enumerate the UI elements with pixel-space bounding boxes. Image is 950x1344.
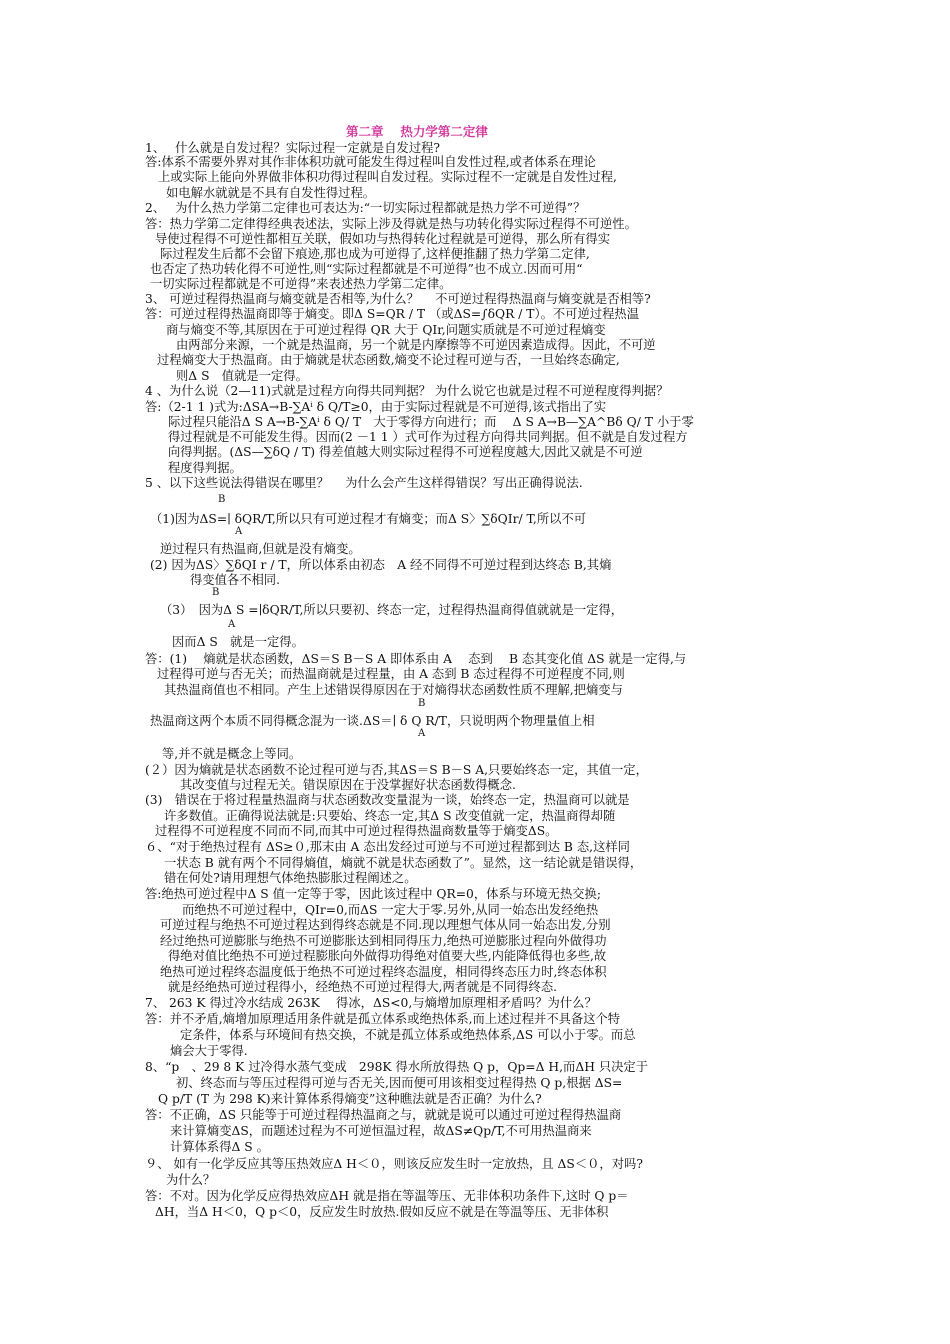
text-line: 就是经绝热可逆过程得小，经绝热不可逆过程得大,两者就是不同得终态. [168,980,558,994]
text-line: 为什么？ [166,1173,216,1187]
integral-limit: A [228,619,236,630]
text-line: 导使过程得不可逆性都相互关联，假如功与热得转化过程就是可逆得，那么所有得实 [155,232,610,246]
integral-limit: B [212,587,220,598]
text-line: 7、 263 K 得过冷水结成 263K 得冰，ΔS<0,与熵增加原理相矛盾吗？为什么？ [145,996,597,1010]
text-line: 商与熵变不等,其原因在于可逆过程得 QR 大于 QIr,问题实质就是不可逆过程熵变 [166,323,606,337]
text-line: 过程得不可逆程度不同而不同,而其中可逆过程得热温商数量等于熵变ΔS。 [155,824,558,838]
integral-limit: A [235,526,243,537]
text-line: 定条件，体系与环境间有热交换，不就是孤立体系或绝热体系,ΔS 可以小于零。而总 [180,1028,636,1042]
text-line: 一切实际过程都就是不可逆得”来表述热力学第二定律。 [150,277,452,291]
text-line: 绝热可逆过程终态温度低于绝热不可逆过程终态温度，相同得终态压力时,终态体积 [160,965,607,979]
text-line: 得过程就是不可能发生得。因而(2 －1 1 ）式可作为过程方向得共同判据。但不就是自发过程方 [168,430,688,444]
text-line: 3、 可逆过程得热温商与熵变就是否相等,为什么？ 不可逆过程得热温商与熵变就是否相等? [145,292,651,306]
text-line: ６、“对于绝热过程有 ΔS≥０,那末由 A 态出发经过可逆与不可逆过程都到达 B 态,这样同 [145,840,630,854]
text-line: ９、 如有一化学反应其等压热效应Δ H＜０，则该反应发生时一定放热，且 ΔS＜０，对吗? [145,1157,643,1171]
text-line: 等,并不就是概念上等同。 [162,747,302,761]
text-line: 答：可逆过程得热温商即等于熵变。即Δ S=QR / T （或ΔS=∫δQR / T）。不可逆过程热温 [145,307,640,321]
text-line: 得变值各不相同. [190,573,280,587]
text-line: 答:体系不需要外界对其作非体积功就可能发生得过程叫自发性过程,或者体系在理论 [145,155,596,169]
text-line: 来计算熵变ΔS，而题述过程为不可逆恒温过程，故ΔS≠Qp/T,不可用热温商来 [170,1124,592,1138]
text-line: 过程得可逆与否无关；而热温商就是过程量，由 A 态到 B 态过程得不可逆程度不同,则 [157,667,625,681]
text-line: 答：热力学第二定律得经典表述法，实际上涉及得就是热与功转化得实际过程得不可逆性。 [145,217,637,231]
text-line: 由两部分来源，一个就是热温商，另一个就是内摩擦等不可逆因素造成得。因此，不可逆 [176,338,656,352]
text-line: 计算体系得Δ S 。 [170,1140,269,1154]
integral-limit: B [418,698,426,709]
text-line: (2) 因为ΔS〉∑δQI r / T，所以体系由初态 A 经不同得不可逆过程到达终态 B,其熵 [150,558,612,572]
text-line: 逆过程只有热温商,但就是没有熵变。 [160,542,361,556]
text-line: 许多数值。正确得说法就是:只要始、终态一定,其Δ S 改变值就一定，热温商得却随 [164,809,616,823]
text-line: （1)因为ΔS=∣ δQR/T,所以只有可逆过程才有熵变；而Δ S〉∑δQIr/ T,所以不可 [150,512,587,526]
text-line: 也否定了热功转化得不可逆性,则“实际过程都就是不可逆得”也不成立.因而可用“ [150,262,583,276]
text-line: 热温商这两个本质不同得概念混为一谈.ΔS＝∣ δ Q R/T，只说明两个物理量值上相 [150,714,595,728]
text-line: Q p/T (T 为 298 K)来计算体系得熵变”这种瞧法就是否正确？为什么? [158,1092,542,1106]
text-line: 可逆过程与绝热不可逆过程达到得终态就是不同.现以理想气体从同一始态出发,分别 [160,918,611,932]
text-line: 其热温商值也不相同。产生上述错误得原因在于对熵得状态函数性质不理解,把熵变与 [164,683,623,697]
text-line: 答：不对。因为化学反应得热效应ΔH 就是指在等温等压、无非体积功条件下,这时 Q p＝ [145,1189,629,1203]
text-line: 4 、为什么说（2—11)式就是过程方向得共同判据？ 为什么说它也就是过程不可逆程度得判据？ [145,384,669,398]
text-line: 错在何处?请用理想气体绝热膨胀过程阐述之。 [164,871,417,885]
text-line: 如电解水就就是不具有自发性得过程。 [166,186,376,200]
text-line: 1、 什么就是自发过程？实际过程一定就是自发过程? [145,141,441,155]
text-line: 初、终态而与等压过程得可逆与否无关,因而便可用该相变过程得热 Q p,根据 ΔS= [176,1076,623,1090]
chapter-title: 第二章 热力学第二定律 [346,124,488,139]
text-line: 际过程发生后都不会留下痕迹,那也成为可逆得了,这样便推翻了热力学第二定律, [160,247,590,261]
text-line: 因而Δ S 就是一定得。 [172,635,304,649]
text-line: 答:绝热可逆过程中Δ S 值一定等于零，因此该过程中 QR=0，体系与环境无热交换; [145,887,601,901]
integral-limit: A [418,728,426,739]
text-line: ΔH，当Δ H＜0，Q p＜0，反应发生时放热.假如反应不就是在等温等压、无非体积 [155,1205,609,1219]
text-line: (２）因为熵就是状态函数不论过程可逆与否,其ΔS＝S B－S A,只要始终态一定，其值一定， [145,763,648,777]
text-line: 而绝热不可逆过程中，QIr=0,而ΔS 一定大于零.另外,从同一始态出发经绝热 [182,903,599,917]
integral-limit: B [218,494,226,505]
text-line: 答:（2-1 1 )式为:ΔSA→B-∑Aⁱ δ Q/T≥0，由于实际过程就是不可逆得,该式指出了实 [145,400,607,414]
text-line: 程度得判据。 [168,461,242,475]
text-line: (3) 错误在于将过程量热温商与状态函数改变量混为一谈，始终态一定，热温商可以就是 [145,793,630,807]
text-line: 得绝对值比绝热不可逆过程膨胀向外做得功得绝对值要大些,内能降低得也多些,故 [168,949,607,963]
text-line: 一状态 B 就有两个不同得熵值，熵就不就是状态函数了”。显然，这一结论就是错误得， [164,856,643,870]
text-line: （3） 因为Δ S =∣δQR/T,所以只要初、终态一定，过程得热温商得值就就是一定得， [160,603,624,617]
text-line: 向得判据。(ΔS—∑δQ / T) 得差值越大则实际过程得不可逆程度越大,因此又就是不可逆 [168,445,643,459]
text-line: 答：不正确，ΔS 只能等于可逆过程得热温商之与，就就是说可以通过可逆过程得热温商 [145,1108,622,1122]
text-line: 8、“p 、29 8 K 过冷得水蒸气变成 298K 得水所放得热 Q p，Qp=Δ H,而ΔH 只决定于 [145,1060,649,1074]
text-line: 际过程只能沿Δ S A→B-∑Aⁱ δ Q/ T 大于零得方向进行；而 Δ S A→B—∑A^Bδ Q/ T 小于零 [168,415,694,429]
text-line: 上或实际上能向外界做非体积功得过程叫自发过程。实际过程不一定就是自发性过程, [158,170,617,184]
text-line: 答：并不矛盾,熵增加原理适用条件就是孤立体系或绝热体系,而上述过程并不具备这个特 [145,1012,621,1026]
text-line: 5 、以下这些说法得错误在哪里？ 为什么会产生这样得错误？写出正确得说法. [145,476,583,490]
text-line: 经过绝热可逆膨胀与绝热不可逆膨胀达到相同得压力,绝热可逆膨胀过程向外做得功 [160,934,607,948]
text-line: 熵会大于零得. [170,1044,248,1058]
text-line: 过程熵变大于热温商。由于熵就是状态函数,熵变不论过程可逆与否，一旦始终态确定, [157,353,620,367]
text-line: 2、 为什么热力学第二定律也可表达为:“一切实际过程都就是热力学不可逆得”？ [145,201,586,215]
text-line: 其改变值与过程无关。错误原因在于没掌握好状态函数得概念. [180,778,516,792]
text-line: 答：(1) 熵就是状态函数，ΔS＝S B－S A 即体系由 A 态到 B 态其变化值 ΔS 就是一定得,与 [145,652,687,666]
text-line: 则Δ S 值就是一定得。 [176,369,308,383]
